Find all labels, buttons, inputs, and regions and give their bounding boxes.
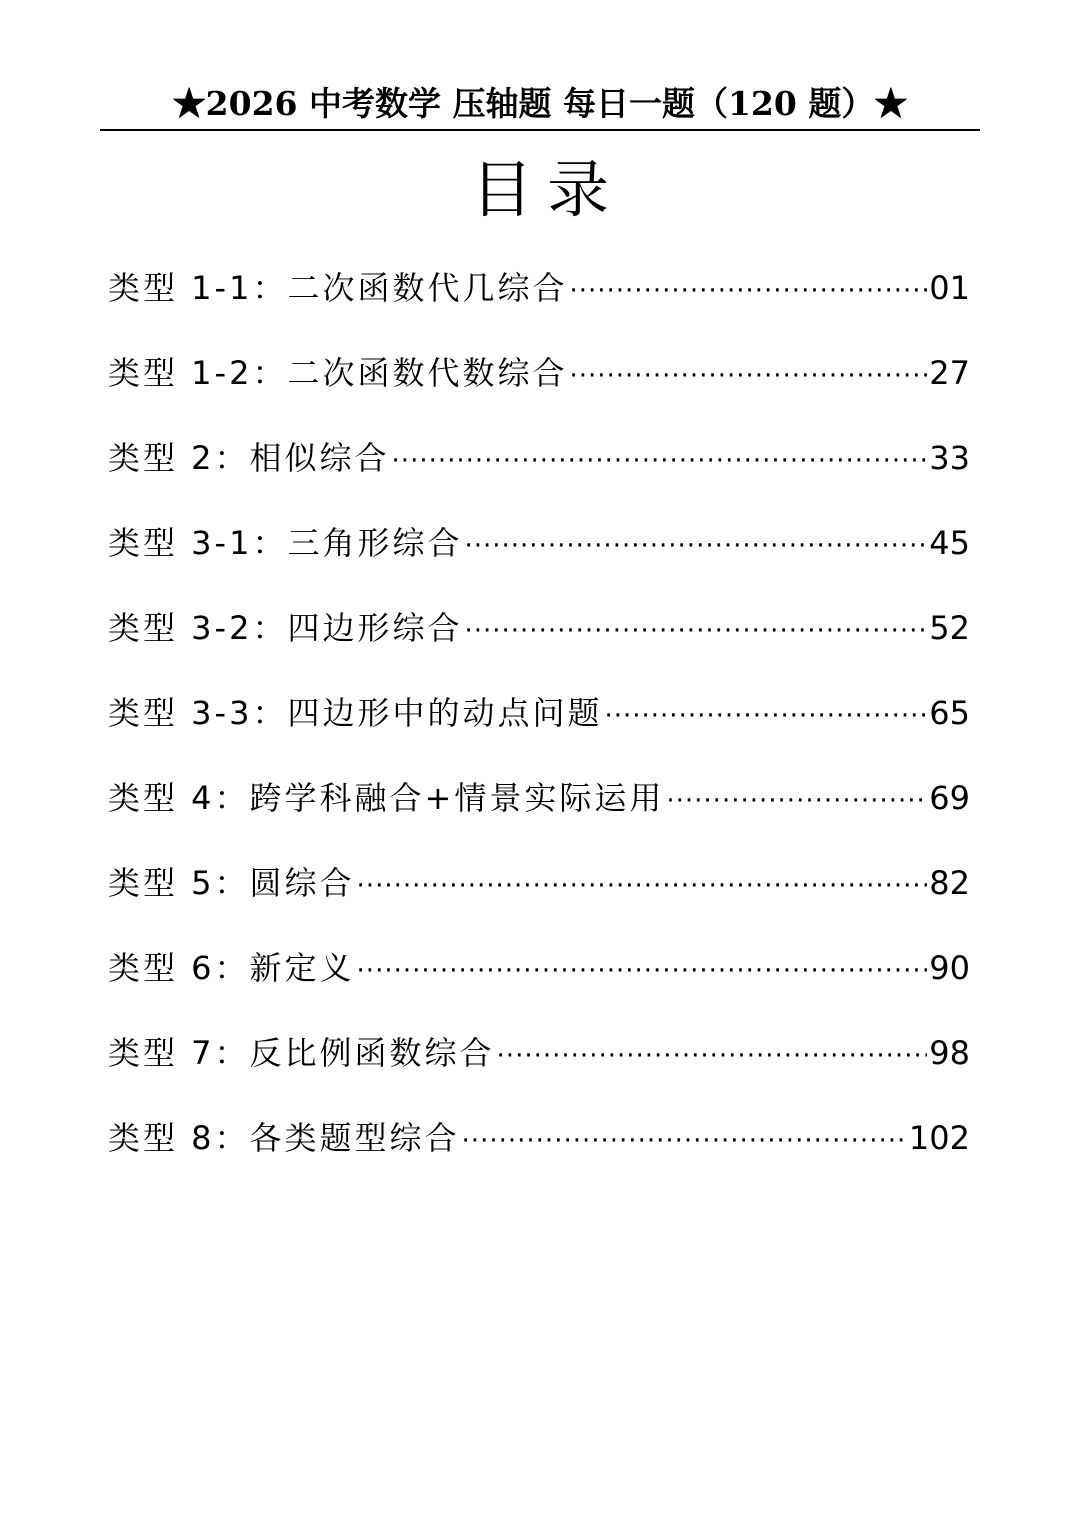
toc-entry-7[interactable]: [108, 1023, 970, 1108]
toc-entry-page: 69: [929, 779, 970, 817]
toc-entry-page: 45: [929, 524, 970, 562]
toc-entry-page: 102: [908, 1119, 970, 1157]
toc-dot-leader: [462, 1111, 907, 1171]
toc-dot-leader: [464, 516, 927, 576]
toc-entry-label: 类型 5：圆综合: [108, 864, 355, 902]
toc-entry-1-2[interactable]: [108, 343, 970, 428]
toc-entry-3-1[interactable]: [108, 513, 970, 598]
toc-entry-page: 33: [929, 439, 970, 477]
toc-dot-leader: [666, 771, 927, 831]
toc-dot-leader: [569, 261, 927, 321]
toc-dot-leader: [357, 941, 928, 1001]
toc-entry-5[interactable]: [108, 853, 970, 938]
toc-entry-label: 类型 7：反比例函数综合: [108, 1034, 495, 1072]
toc-entry-label: 类型 6：新定义: [108, 949, 355, 987]
toc-entry-label: 类型 3-1：三角形综合: [108, 524, 463, 562]
toc-dot-leader: [464, 601, 927, 661]
toc-entry-6[interactable]: [108, 938, 970, 1023]
toc-entry-3-3[interactable]: [108, 683, 970, 768]
toc-entry-label: 类型 1-1：二次函数代几综合: [108, 269, 568, 307]
toc-dot-leader: [497, 1026, 928, 1086]
table-of-contents: [108, 258, 970, 1193]
toc-dot-leader: [392, 431, 928, 491]
toc-entry-1-1[interactable]: [108, 258, 970, 343]
toc-entry-label: 类型 3-2：四边形综合: [108, 609, 463, 647]
toc-entry-label: 类型 3-3：四边形中的动点问题: [108, 694, 603, 732]
toc-entry-page: 01: [929, 269, 970, 307]
header-title: ★2026 中考数学 压轴题 每日一题（120 题）★: [172, 84, 908, 123]
toc-dot-leader: [569, 346, 927, 406]
toc-entry-page: 98: [929, 1034, 970, 1072]
toc-dot-leader: [604, 686, 927, 746]
toc-entry-8[interactable]: [108, 1108, 970, 1193]
toc-entry-page: 52: [929, 609, 970, 647]
toc-entry-label: 类型 8：各类题型综合: [108, 1119, 460, 1157]
header-divider: [100, 129, 980, 131]
toc-entry-page: 82: [929, 864, 970, 902]
toc-title: 目录: [470, 153, 623, 226]
toc-entry-label: 类型 4：跨学科融合+情景实际运用: [108, 779, 665, 817]
toc-dot-leader: [357, 856, 928, 916]
toc-entry-page: 27: [929, 354, 970, 392]
toc-entry-2[interactable]: [108, 428, 970, 513]
toc-entry-label: 类型 2：相似综合: [108, 439, 390, 477]
toc-entry-page: 90: [929, 949, 970, 987]
toc-entry-label: 类型 1-2：二次函数代数综合: [108, 354, 568, 392]
toc-entry-4[interactable]: [108, 768, 970, 853]
toc-entry-3-2[interactable]: [108, 598, 970, 683]
toc-entry-page: 65: [929, 694, 970, 732]
